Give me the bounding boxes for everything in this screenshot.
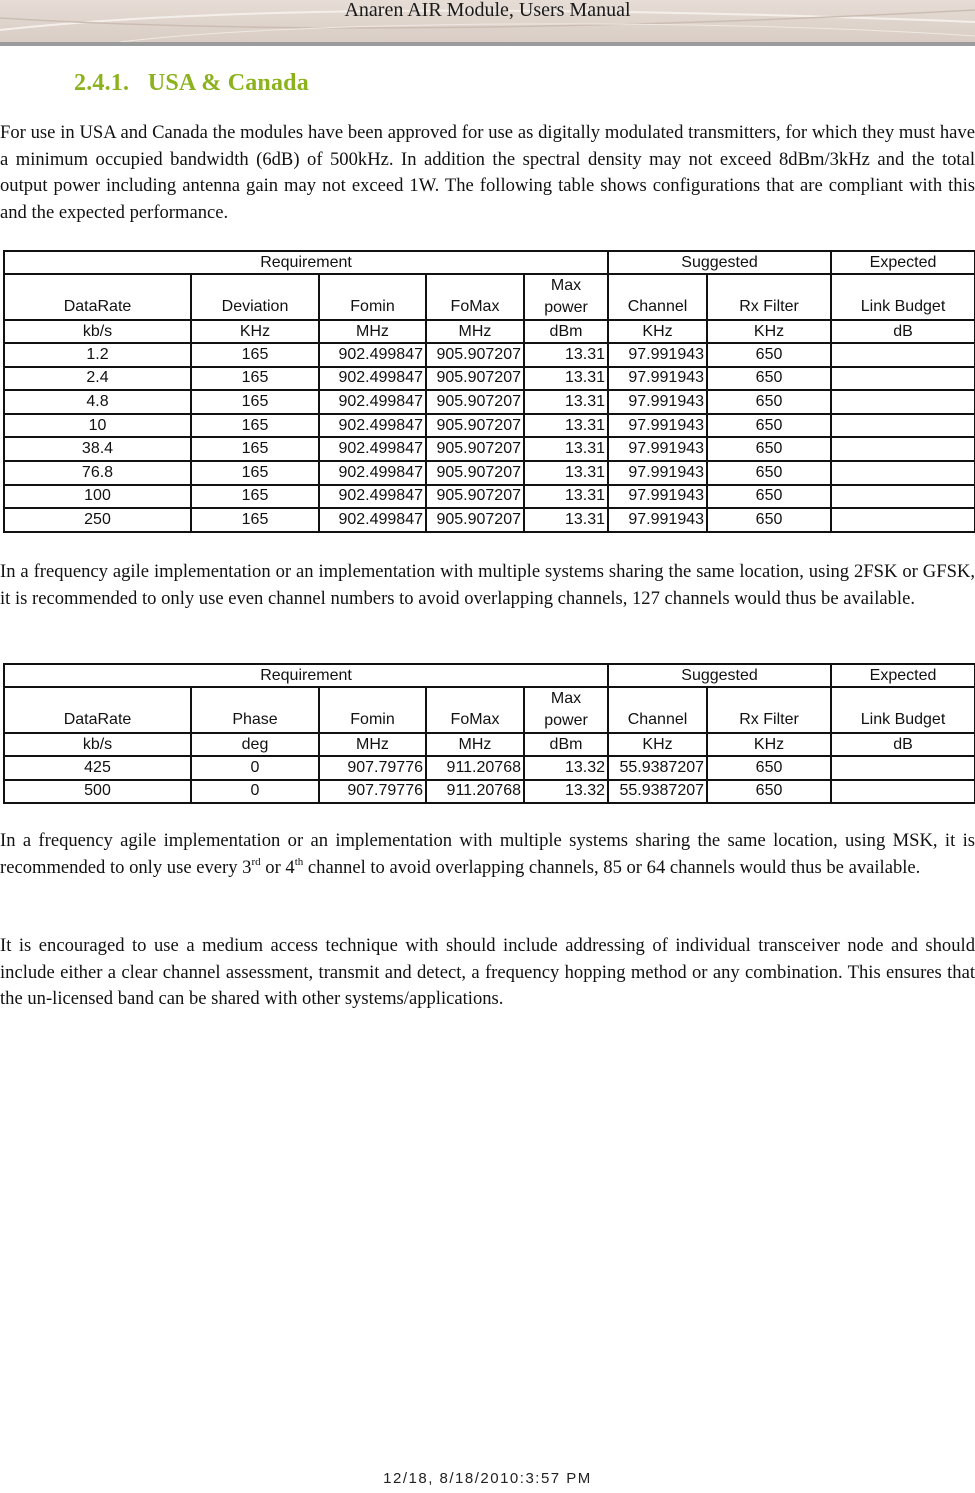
table-cell: 165 [191, 414, 319, 438]
table-cell: 13.32 [524, 756, 608, 780]
table-cell: 13.31 [524, 367, 608, 391]
table-row [4, 780, 975, 804]
table-cell: 97.991943 [608, 414, 707, 438]
table-cell: 13.31 [524, 390, 608, 414]
table-cell: 902.499847 [319, 485, 426, 509]
table-row [4, 343, 975, 367]
table-cell: 911.20768 [426, 780, 524, 804]
table-row [4, 437, 975, 461]
page-header-title: Anaren AIR Module, Users Manual [344, 0, 631, 21]
table-cell: 650 [707, 414, 831, 438]
column-header: DataRate [4, 687, 191, 733]
unit-cell: KHz [191, 320, 319, 343]
unit-cell: KHz [707, 320, 831, 343]
group-header-expected: Expected [831, 664, 975, 687]
group-header-expected: Expected [831, 251, 975, 274]
column-header: FoMax [426, 687, 524, 733]
table-cell: 902.499847 [319, 508, 426, 532]
table-cell: 13.31 [524, 414, 608, 438]
section-title: USA & Canada [147, 70, 309, 96]
table-cell: 10 [4, 414, 191, 438]
table-row [4, 461, 975, 485]
unit-cell: MHz [426, 320, 524, 343]
table-cell: 905.907207 [426, 390, 524, 414]
table-cell: 165 [191, 508, 319, 532]
table-row [4, 390, 975, 414]
table-cell: 911.20768 [426, 756, 524, 780]
table-row [4, 508, 975, 532]
table-cell: 55.9387207 [608, 756, 707, 780]
table-row [4, 485, 975, 509]
table-cell: 165 [191, 461, 319, 485]
table-cell: 165 [191, 437, 319, 461]
table-cell: 97.991943 [608, 437, 707, 461]
paragraph-2fsk-channels: In a frequency agile implementation or an implementation with multiple systems sharing the same location, using 2FSK or GFSK, it is recommended to only use even channel numbers to avoid overlapping channels, 127 channels would thus be available. [0, 561, 975, 609]
table-cell [831, 756, 975, 780]
section-heading [74, 70, 309, 97]
table-cell: 905.907207 [426, 414, 524, 438]
table-cell: 907.79776 [319, 756, 426, 780]
table-cell [831, 780, 975, 804]
unit-cell: deg [191, 733, 319, 756]
p3-text-1: In a frequency agile implementation or an implementation with multiple systems sharing the same location, using MSK, it is recommended to only use every 3 [0, 830, 975, 878]
table-cell: 902.499847 [319, 461, 426, 485]
config-table-msk [3, 663, 975, 804]
column-header: Deviation [191, 274, 319, 320]
table-cell: 650 [707, 485, 831, 509]
table-cell: 250 [4, 508, 191, 532]
table-cell: 650 [707, 367, 831, 391]
group-header-requirement: Requirement [4, 251, 608, 274]
table-cell: 905.907207 [426, 437, 524, 461]
column-header: Link Budget [831, 687, 975, 733]
table-cell: 650 [707, 437, 831, 461]
column-header: Rx Filter [707, 274, 831, 320]
table-row [4, 367, 975, 391]
table-cell: 13.31 [524, 437, 608, 461]
table-cell: 2.4 [4, 367, 191, 391]
section-number: 2.4.1. [74, 70, 130, 96]
table-cell [831, 485, 975, 509]
group-header-suggested: Suggested [608, 664, 831, 687]
group-header-suggested: Suggested [608, 251, 831, 274]
unit-cell: MHz [319, 320, 426, 343]
table-cell [831, 414, 975, 438]
unit-cell: kb/s [4, 733, 191, 756]
table-cell [831, 390, 975, 414]
paragraph-medium-access: It is encouraged to use a medium access technique with should include addressing of individual transceiver node and should include either a clear channel assessment, transmit and detect, a frequency hopping method or any combination. This ensures that the un-licensed band can be shared with other systems/applications. [0, 935, 975, 1009]
column-header: Rx Filter [707, 687, 831, 733]
column-header: Max power [524, 274, 608, 320]
table-cell [831, 343, 975, 367]
table-cell [831, 367, 975, 391]
table-cell: 907.79776 [319, 780, 426, 804]
table-cell: 650 [707, 461, 831, 485]
table-cell: 650 [707, 390, 831, 414]
p3-text-3: channel to avoid overlapping channels, 85 or 64 channels would thus be available. [303, 856, 921, 878]
table-cell: 97.991943 [608, 485, 707, 509]
table-cell [831, 437, 975, 461]
column-header: Fomin [319, 274, 426, 320]
page-header-band [0, 0, 975, 42]
column-header: FoMax [426, 274, 524, 320]
table-cell: 97.991943 [608, 461, 707, 485]
table-cell: 425 [4, 756, 191, 780]
table-cell: 13.31 [524, 508, 608, 532]
p3-sup-rd: rd [251, 855, 261, 868]
p3-text-2: or 4 [260, 856, 295, 878]
column-header: Channel [608, 274, 707, 320]
unit-cell: KHz [608, 320, 707, 343]
table-cell [831, 461, 975, 485]
column-header: Link Budget [831, 274, 975, 320]
table-cell: 902.499847 [319, 390, 426, 414]
unit-cell: KHz [707, 733, 831, 756]
column-header: Max power [524, 687, 608, 733]
table-cell: 1.2 [4, 343, 191, 367]
column-header: Channel [608, 687, 707, 733]
table-cell: 13.32 [524, 780, 608, 804]
table-cell: 97.991943 [608, 508, 707, 532]
header-rule [0, 42, 975, 46]
table-cell: 165 [191, 390, 319, 414]
unit-cell: MHz [319, 733, 426, 756]
p3-sup-th: th [294, 855, 304, 868]
table-cell: 902.499847 [319, 437, 426, 461]
table-cell: 165 [191, 343, 319, 367]
table-cell: 905.907207 [426, 485, 524, 509]
unit-cell: dB [831, 320, 975, 343]
table-cell: 902.499847 [319, 343, 426, 367]
table-cell: 905.907207 [426, 367, 524, 391]
table-cell: 905.907207 [426, 508, 524, 532]
table-cell: 165 [191, 367, 319, 391]
table-cell: 4.8 [4, 390, 191, 414]
column-header: Phase [191, 687, 319, 733]
table-cell: 97.991943 [608, 367, 707, 391]
table-cell: 100 [4, 485, 191, 509]
table-cell: 905.907207 [426, 343, 524, 367]
table-cell: 13.31 [524, 343, 608, 367]
table-cell: 650 [707, 508, 831, 532]
column-header: DataRate [4, 274, 191, 320]
column-header: Fomin [319, 687, 426, 733]
table-cell: 650 [707, 780, 831, 804]
unit-cell: dBm [524, 733, 608, 756]
table-cell: 165 [191, 485, 319, 509]
table-cell: 38.4 [4, 437, 191, 461]
table-cell: 97.991943 [608, 390, 707, 414]
config-table-2fsk [3, 250, 975, 533]
table-cell: 902.499847 [319, 367, 426, 391]
unit-cell: kb/s [4, 320, 191, 343]
unit-cell: MHz [426, 733, 524, 756]
paragraph-msk-channels [0, 828, 975, 881]
table-cell [831, 508, 975, 532]
table-cell: 905.907207 [426, 461, 524, 485]
table-cell: 0 [191, 780, 319, 804]
table-row [4, 414, 975, 438]
table-cell: 902.499847 [319, 414, 426, 438]
paragraph-intro: For use in USA and Canada the modules have been approved for use as digitally modulated transmitters, for which they must have a minimum occupied bandwidth (6dB) of 500kHz. In addition the spectral density may not exceed 8dBm/3kHz and the total output power including antenna gain may not exceed 1W. The following table shows configurations that are compliant with this and the expected performance. [0, 122, 975, 223]
table-row [4, 756, 975, 780]
unit-cell: dBm [524, 320, 608, 343]
table-cell: 0 [191, 756, 319, 780]
unit-cell: dB [831, 733, 975, 756]
table-cell: 500 [4, 780, 191, 804]
table-cell: 13.31 [524, 485, 608, 509]
group-header-requirement: Requirement [4, 664, 608, 687]
table-cell: 97.991943 [608, 343, 707, 367]
table-cell: 76.8 [4, 461, 191, 485]
table-cell: 650 [707, 756, 831, 780]
table-cell: 55.9387207 [608, 780, 707, 804]
table-cell: 650 [707, 343, 831, 367]
unit-cell: KHz [608, 733, 707, 756]
page-footer: 12/18, 8/18/2010:3:57 PM [383, 1470, 592, 1487]
table-cell: 13.31 [524, 461, 608, 485]
